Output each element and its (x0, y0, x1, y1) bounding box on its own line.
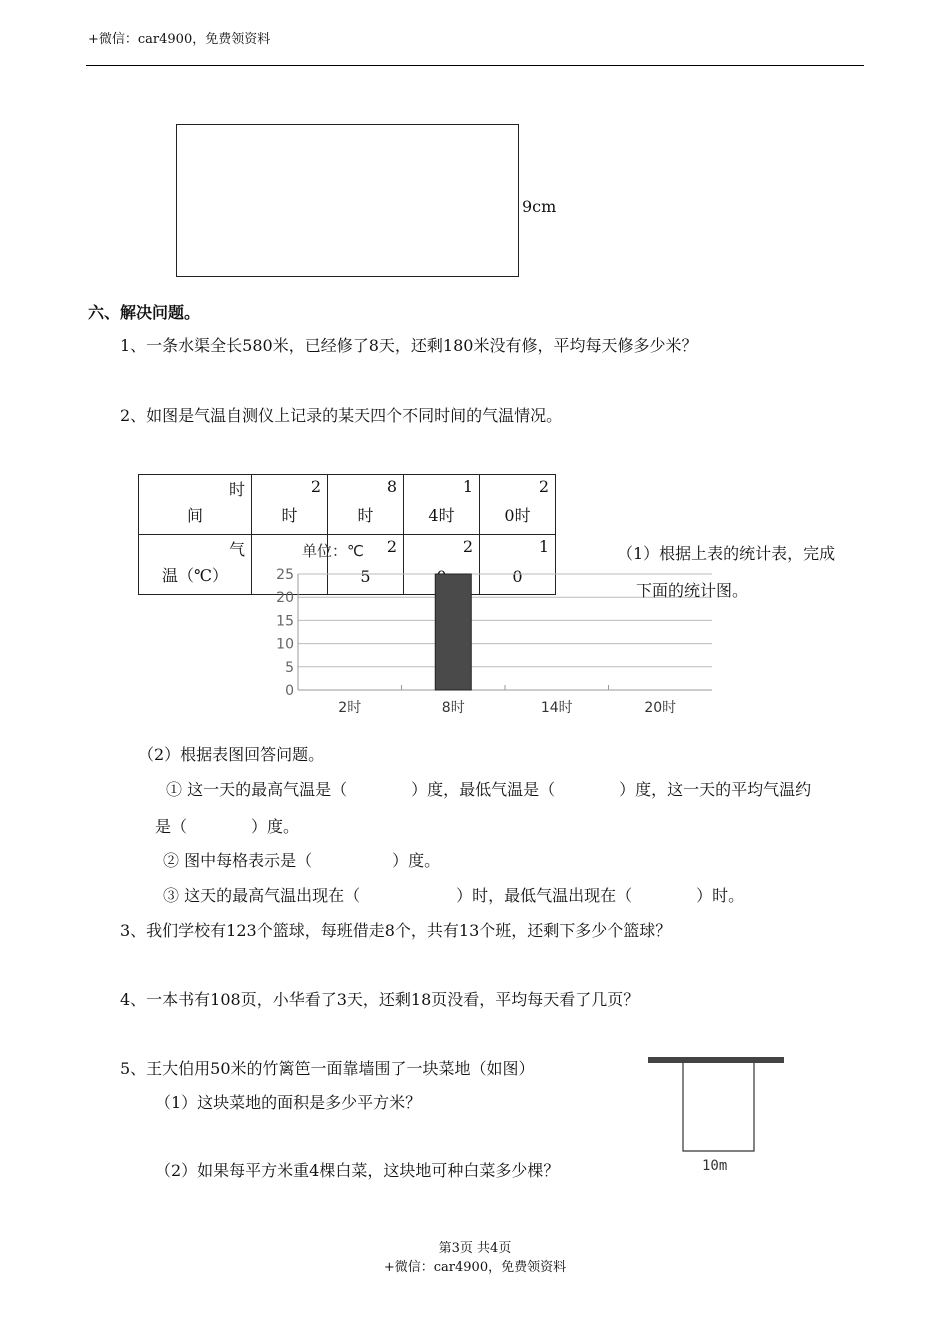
question-3: 3、我们学校有123个篮球，每班借走8个，共有13个班，还剩下多少个篮球？ (120, 921, 672, 940)
table-cell: 2 (538, 477, 549, 496)
q2-question-a-line1: ① 这一天的最高气温是（ ）度，最低气温是（ ）度，这一天的平均气温约 (166, 780, 812, 799)
chart-unit-label: 单位：℃ (302, 542, 364, 560)
table-head-time-bottom: 间 (186, 506, 203, 525)
chart-x-tick-label: 2时 (338, 700, 362, 716)
chart-x-tick-label: 20时 (644, 700, 677, 716)
footer-text: +微信：car4900，免费领资料 (383, 1260, 567, 1275)
table-cell: 2 (386, 537, 397, 556)
chart-x-tick-label: 8时 (441, 700, 465, 716)
question-5: 5、王大伯用50米的竹篱笆一面靠墙围了一块菜地（如图） (120, 1059, 535, 1078)
table-cell: 5 (360, 567, 371, 586)
question-5-part-1: （1）这块菜地的面积是多少平方米？ (155, 1093, 422, 1112)
header-text: +微信：car4900，免费领资料 (88, 32, 271, 47)
table-cell: 时 (357, 506, 374, 525)
chart-x-tick-label: 14时 (540, 700, 573, 716)
table-cell: 1 (462, 477, 473, 496)
vegetable-plot-figure (646, 1056, 788, 1182)
table-head-temp-bottom: 温（℃） (162, 566, 228, 585)
footer-page-number: 第3页 共4页 (438, 1241, 512, 1256)
q2-instruction-1a: （1）根据上表的统计表，完成 (617, 544, 836, 563)
chart-y-tick-label: 0 (285, 683, 294, 699)
question-4: 4、一本书有108页，小华看了3天，还剩18页没看，平均每天看了几页？ (120, 990, 640, 1009)
q2-subquestion-2: （2）根据表图回答问题。 (138, 745, 325, 764)
question-1: 1、一条水渠全长580米，已经修了8天，还剩180米没有修，平均每天修多少米？ (120, 336, 698, 355)
table-head-temp-top: 气 (228, 540, 245, 559)
table-cell: 8 (386, 477, 397, 496)
wall (648, 1057, 784, 1063)
fence (683, 1063, 754, 1151)
table-cell: 时 (281, 506, 298, 525)
table-cell: 2 (462, 537, 473, 556)
section-title: 六、解决问题。 (88, 303, 201, 322)
table-cell: 1 (538, 537, 549, 556)
table-cell: 0 (512, 567, 523, 586)
chart-y-tick-label: 10 (276, 636, 294, 653)
table-cell: 2 (310, 477, 321, 496)
table-row-time (139, 475, 556, 535)
chart-y-tick-label: 15 (276, 613, 294, 630)
plot-side-label: 10m (702, 1158, 728, 1174)
chart-y-tick-label: 25 (276, 567, 294, 583)
chart-y-tick-label: 20 (276, 590, 294, 607)
header-rule (86, 65, 864, 66)
table-cell: 4时 (428, 506, 455, 525)
table-cell: 0时 (504, 506, 531, 525)
temperature-bar-chart (262, 540, 722, 720)
question-2: 2、如图是气温自测仪上记录的某天四个不同时间的气温情况。 (120, 406, 563, 425)
rectangle-figure (176, 124, 519, 277)
chart-y-tick-label: 5 (285, 659, 294, 676)
q2-instruction-1b: 下面的统计图。 (636, 581, 749, 600)
q2-question-c: ③ 这天的最高气温出现在（ ）时，最低气温出现在（ ）时。 (163, 886, 745, 905)
q2-question-b: ② 图中每格表示是（ ）度。 (163, 851, 441, 870)
rectangle-side-label: 9cm (522, 197, 557, 216)
question-5-part-2: （2）如果每平方米重4棵白菜，这块地可种白菜多少棵？ (155, 1161, 560, 1180)
q2-question-a-line2: 是（ ）度。 (155, 817, 300, 836)
chart-bar (435, 574, 471, 690)
table-head-time-top: 时 (228, 480, 245, 499)
